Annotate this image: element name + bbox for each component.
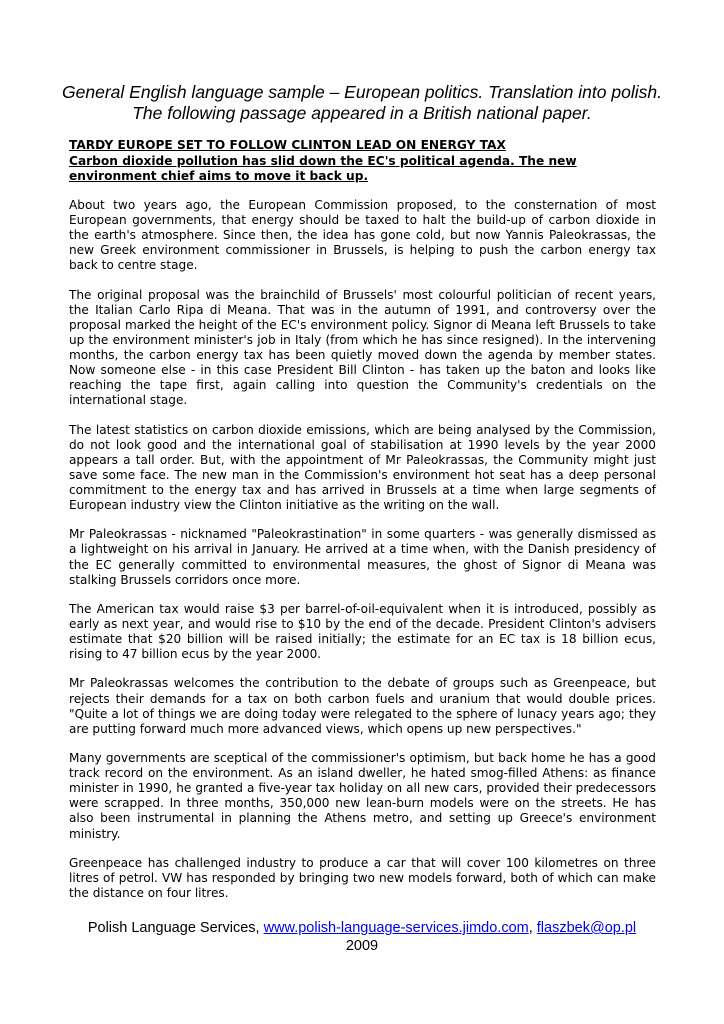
article-body xyxy=(69,198,656,915)
footer-company: Polish Language Services, xyxy=(87,920,260,936)
article-headline-block xyxy=(69,138,656,185)
paragraph-5: The American tax would raise $3 per barrel-of-oil-equivalent when it is introduced, possibly as early as next year, and would rise to $10 by the end of the decade. President Clinton's advisers estimate that $20 billion will be raised initially; the estimate for an EC tax is 18 billion ecus, rising to 47 billion ecus by the year 2000. xyxy=(69,601,656,662)
paragraph-7: Many governments are sceptical of the commissioner's optimism, but back home he has a good track record on the environment. As an island dweller, he hated smog-filled Athens: as finance minister in 1990, he granted a five-year tax holiday on all new cars, provided their predecessors were scrapped. In three months, 350,000 new lean-burn models were on the streets. He has also been instrumental in planning the Athens metro, and setting up Greece's environment ministry. xyxy=(69,751,656,841)
paragraph-1: About two years ago, the European Commission proposed, to the consternation of most European governments, that energy should be taxed to halt the build-up of carbon dioxide in the earth's atmosphere. Since then, the idea has gone cold, but now Yannis Paleokrassas, the new Greek environment commissioner in Brussels, is helping to push the carbon energy tax back to centre stage. xyxy=(69,198,656,273)
article-headline: TARDY EUROPE SET TO FOLLOW CLINTON LEAD ON ENERGY TAX xyxy=(69,138,506,152)
paragraph-4: Mr Paleokrassas - nicknamed "Paleokrastination" in some quarters - was generally dismissed as a lightweight on his arrival in January. He arrived at a time when, with the Danish presidency of the EC generally committed to environmental measures, the ghost of Signor di Meana was stalking Brussels corridors once more. xyxy=(69,527,656,587)
paragraph-8: Greenpeace has challenged industry to produce a car that will cover 100 kilometres on three litres of petrol. VW has responded by bringing two new models forward, both of which can make the distance on four litres. xyxy=(69,855,656,900)
footer-website-link[interactable]: www.polish-language-services.jimdo.com xyxy=(263,920,529,936)
footer-line-1 xyxy=(40,919,684,937)
subtitle-line-1: General English language sample – European politics. Translation into polish. xyxy=(62,82,662,102)
footer-separator: , xyxy=(528,920,533,936)
document-subtitle xyxy=(40,82,684,124)
paragraph-3: The latest statistics on carbon dioxide emissions, which are being analysed by the Commission, do not look good and the international goal of stabilisation at 1990 levels by the year 2000 appears a tall order. But, with the appointment of Mr Paleokrassas, the Community might just save some face. The new man in the Commission's environment hot seat has a deep personal commitment to the energy tax and has arrived in Brussels at a time when large segments of European industry view the Clinton initiative as the writing on the wall. xyxy=(69,422,656,513)
page-footer xyxy=(40,919,684,955)
footer-email-link[interactable]: flaszbek@op.pl xyxy=(536,920,637,936)
subtitle-line-2: The following passage appeared in a British national paper. xyxy=(132,103,592,123)
article-subheadline: Carbon dioxide pollution has slid down the EC's political agenda. The new environment chief aims to move it back up. xyxy=(69,153,577,183)
paragraph-6: Mr Paleokrassas welcomes the contribution to the debate of groups such as Greenpeace, but rejects their demands for a tax on both carbon fuels and uranium that would double prices. "Quite a lot of things we are doing today were relegated to the sphere of lunacy years ago; they are putting forward much more advanced views, which opens up new perspectives." xyxy=(69,676,656,736)
footer-year: 2009 xyxy=(345,938,379,954)
paragraph-2: The original proposal was the brainchild of Brussels' most colourful politician of recent years, the Italian Carlo Ripa di Meana. That was in the autumn of 1991, and controversy over the proposal marked the height of the EC's environment policy. Signor di Meana left Brussels to take up the environment minister's job in Italy (from which he has since resigned). In the intervening months, the carbon energy tax has been quietly moved down the agenda by member states. Now someone else - in this case President Bill Clinton - has taken up the baton and looks like reaching the tape first, again calling into question the Community's credentials on the international stage. xyxy=(69,287,656,408)
